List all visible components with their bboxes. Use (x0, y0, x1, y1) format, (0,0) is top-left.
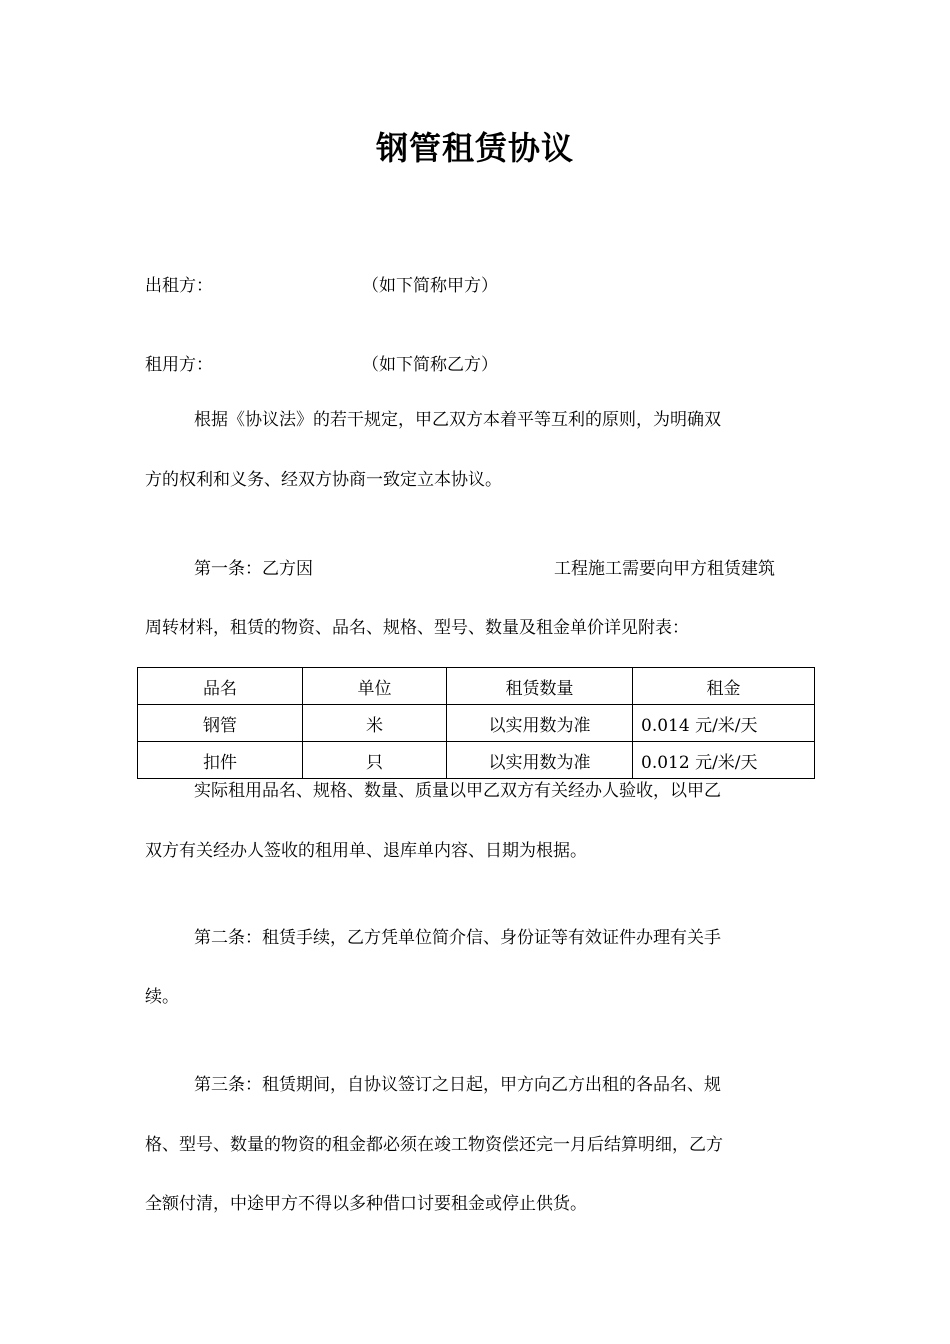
document-title: 钢管租赁协议 (375, 129, 574, 167)
lessor-label: 出租方： (145, 276, 213, 296)
article3-line-1: 第三条：租赁期间，自协议签订之日起，甲方向乙方出租的各品名、规 (194, 1075, 721, 1095)
lessee-label: 租用方： (145, 355, 213, 375)
table-cell: 米 (303, 705, 447, 742)
table-row (138, 742, 815, 779)
intro-line-2: 方的权利和义务、经双方协商一致定立本协议。 (145, 470, 502, 490)
table-header-cell: 品名 (138, 668, 303, 705)
article1-line-2: 周转材料，租赁的物资、品名、规格、型号、数量及租金单价详见附表： (145, 618, 689, 638)
lessee-note: （如下简称乙方） (362, 355, 498, 375)
table-cell: 0.014 元/米/天 (633, 705, 815, 742)
article1-part-2: 工程施工需要向甲方租赁建筑 (554, 559, 775, 579)
intro-line-1: 根据《协议法》的若干规定，甲乙双方本着平等互利的原则，为明确双 (194, 410, 721, 430)
article3-line-2: 格、型号、数量的物资的租金都必须在竣工物资偿还完一月后结算明细，乙方 (145, 1135, 723, 1155)
lessor-note: （如下简称甲方） (362, 276, 498, 296)
table-cell: 只 (303, 742, 447, 779)
table-header-cell: 单位 (303, 668, 447, 705)
table-header-cell: 租赁数量 (447, 668, 633, 705)
table-header-row (138, 668, 815, 705)
table-cell: 钢管 (138, 705, 303, 742)
table-cell: 0.012 元/米/天 (633, 742, 815, 779)
rental-table (137, 667, 815, 779)
table-cell: 以实用数为准 (447, 705, 633, 742)
after-table-line-2: 双方有关经办人签收的租用单、退库单内容、日期为根据。 (145, 841, 587, 861)
table-cell: 以实用数为准 (447, 742, 633, 779)
table-row (138, 705, 815, 742)
table-header-cell: 租金 (633, 668, 815, 705)
article2-line-1: 第二条：租赁手续，乙方凭单位简介信、身份证等有效证件办理有关手 (194, 928, 721, 948)
article2-line-2: 续。 (145, 987, 179, 1007)
article3-line-3: 全额付清，中途甲方不得以多种借口讨要租金或停止供货。 (145, 1194, 587, 1214)
table-cell: 扣件 (138, 742, 303, 779)
article1-part-1: 第一条：乙方因 (194, 559, 313, 579)
after-table-line-1: 实际租用品名、规格、数量、质量以甲乙双方有关经办人验收，以甲乙 (194, 781, 721, 801)
